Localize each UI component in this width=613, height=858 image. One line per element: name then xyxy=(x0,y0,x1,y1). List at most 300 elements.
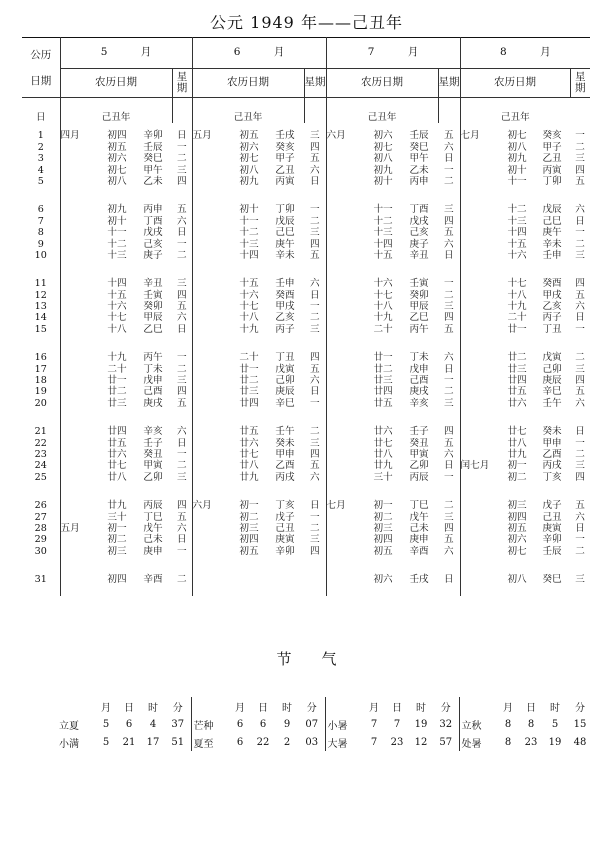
lunar-date-cell xyxy=(232,345,266,419)
lunar-month-name-cell xyxy=(60,123,100,197)
lunar-month-name xyxy=(327,352,367,363)
weekday-cell xyxy=(304,345,326,419)
weekday: 三 xyxy=(176,471,187,483)
ganzhi: 壬寅 xyxy=(409,278,429,290)
ganzhi: 丙申 xyxy=(409,175,429,187)
gregorian-day: 25 xyxy=(34,471,47,483)
lunar-date-cell xyxy=(500,345,534,419)
lunar-date: 廿四 xyxy=(373,386,393,398)
weekday: 一 xyxy=(176,352,187,364)
lunar-date: 十六 xyxy=(107,301,127,313)
solar-term-day: 6 xyxy=(125,718,133,730)
lunar-month-name xyxy=(461,227,501,238)
lunar-month-name xyxy=(61,239,101,250)
weekday: 一 xyxy=(309,204,320,216)
weekday: 五 xyxy=(176,511,187,523)
lunar-date-cell xyxy=(366,493,400,567)
lunar-month-name xyxy=(193,142,233,153)
ganzhi: 庚戌 xyxy=(409,386,429,398)
weekday xyxy=(304,574,326,585)
lunar-month-name-cell xyxy=(326,123,366,197)
ganzhi: 己卯 xyxy=(542,363,562,375)
weekday: 三 xyxy=(309,227,320,239)
weekday: 三 xyxy=(575,460,585,472)
ganzhi: 辛亥 xyxy=(143,426,163,438)
lunar-month-name xyxy=(327,239,367,250)
weekday: 三 xyxy=(575,363,585,375)
solar-terms-table xyxy=(57,697,593,751)
weekday-cell xyxy=(438,419,460,493)
lunar-date: 廿五 xyxy=(239,426,259,438)
solar-term-hour: 5 xyxy=(551,718,559,730)
ganzhi: 癸丑 xyxy=(409,437,429,449)
ganzhi: 甲寅 xyxy=(143,460,163,472)
weekday: 日 xyxy=(443,363,454,375)
lunar-date: 初四 xyxy=(507,511,527,523)
ganzhi-cell xyxy=(534,123,570,197)
lunar-date-header: 农历日期 xyxy=(192,69,304,98)
solar-term-minute: 51 xyxy=(165,733,191,751)
lunar-date: 十九 xyxy=(107,352,127,364)
lunar-date: 十五 xyxy=(507,238,527,250)
weekday-cell xyxy=(438,567,460,595)
weekday-cell xyxy=(570,419,590,493)
ganzhi: 己丑 xyxy=(542,511,562,523)
lunar-month-name xyxy=(61,546,101,557)
weekday: 一 xyxy=(575,437,585,449)
lunar-date-cell xyxy=(100,271,134,345)
lunar-month-name xyxy=(461,324,501,335)
weekday: 四 xyxy=(443,215,454,227)
lunar-date: 初九 xyxy=(507,153,527,165)
lunar-month-name xyxy=(461,472,501,483)
lunar-month-name-cell xyxy=(192,493,232,567)
lunar-date-cell xyxy=(366,567,400,595)
ganzhi: 乙亥 xyxy=(542,301,562,313)
lunar-month-name: 七月 xyxy=(460,130,480,142)
weekday: 一 xyxy=(443,278,454,290)
lunar-month-name xyxy=(61,204,101,215)
weekday: 二 xyxy=(575,545,585,557)
lunar-date: 初九 xyxy=(239,175,259,187)
lunar-date: 初八 xyxy=(507,141,527,153)
gregorian-day: 26 xyxy=(34,500,47,512)
lunar-month-name xyxy=(327,375,367,386)
lunar-month-name xyxy=(193,250,233,261)
ganzhi: 壬辰 xyxy=(542,545,562,557)
weekday-cell xyxy=(438,345,460,419)
ganzhi: 戊申 xyxy=(409,363,429,375)
lunar-month-name xyxy=(461,153,501,164)
weekday: 日 xyxy=(176,227,187,239)
solar-terms-title: 节气 xyxy=(276,650,367,668)
solar-term-hour: 9 xyxy=(283,718,291,730)
weekday-cell xyxy=(570,123,590,197)
weekday-header: 星期 xyxy=(438,69,460,98)
lunar-month-name xyxy=(461,239,501,250)
lunar-date: 初二 xyxy=(373,511,393,523)
lunar-date: 廿四 xyxy=(507,375,527,387)
lunar-date: 初十 xyxy=(239,204,259,216)
ganzhi: 壬辰 xyxy=(143,141,163,153)
lunar-date: 十五 xyxy=(107,289,127,301)
weekday: 一 xyxy=(575,227,585,239)
weekday: 四 xyxy=(309,449,320,460)
lunar-month-name xyxy=(193,227,233,238)
weekday-cell xyxy=(570,345,590,419)
lunar-date-cell xyxy=(500,123,534,197)
ganzhi-cell xyxy=(266,567,304,595)
weekday-cell xyxy=(570,567,590,595)
lunar-month-name xyxy=(61,460,101,471)
term-column-header: 时 xyxy=(416,702,426,714)
gregorian-day: 5 xyxy=(37,175,44,187)
ganzhi: 壬子 xyxy=(409,426,429,438)
ganzhi: 壬子 xyxy=(143,437,163,449)
ganzhi: 乙酉 xyxy=(275,460,295,472)
weekday: 四 xyxy=(309,238,320,250)
weekday-cell xyxy=(172,567,192,595)
ganzhi: 戊寅 xyxy=(275,363,295,375)
lunar-month-name xyxy=(61,324,101,335)
weekday: 五 xyxy=(443,437,454,449)
ganzhi: 甲申 xyxy=(275,449,295,460)
lunar-month-name-cell xyxy=(460,345,500,419)
weekday: 五 xyxy=(176,301,187,313)
ganzhi: 甲戌 xyxy=(542,289,562,301)
weekday-cell xyxy=(304,567,326,595)
lunar-month-name-cell xyxy=(326,493,366,567)
weekday: 五 xyxy=(575,500,585,512)
weekday-cell xyxy=(172,419,192,493)
weekday: 一 xyxy=(176,141,187,153)
lunar-date: 三十 xyxy=(373,471,393,483)
lunar-month-name xyxy=(61,290,101,301)
month-header-5: 5 月 xyxy=(60,38,192,69)
ganzhi: 丙辰 xyxy=(409,471,429,483)
term-column-header: 分 xyxy=(575,702,585,714)
lunar-month-name-cell xyxy=(460,419,500,493)
lunar-date: 十二 xyxy=(107,238,127,250)
lunar-date: 十一 xyxy=(373,204,393,216)
ganzhi: 己巳 xyxy=(275,227,295,239)
lunar-date: 初四 xyxy=(107,130,127,142)
weekday: 日 xyxy=(443,153,454,165)
lunar-date: 十二 xyxy=(373,215,393,227)
solar-term-day: 7 xyxy=(393,718,401,730)
lunar-month-name xyxy=(461,204,501,215)
ganzhi: 甲戌 xyxy=(275,301,295,313)
weekday-cell xyxy=(172,345,192,419)
lunar-date: 初四 xyxy=(107,574,127,586)
lunar-month-name-cell xyxy=(326,419,366,493)
weekday-cell xyxy=(570,271,590,345)
ganzhi: 丁酉 xyxy=(143,215,163,227)
ganzhi-cell xyxy=(134,493,172,567)
weekday: 二 xyxy=(443,289,454,301)
weekday: 四 xyxy=(575,278,585,290)
ganzhi: 壬戌 xyxy=(409,574,429,586)
solar-term-month: 5 xyxy=(102,718,110,730)
ganzhi-cell xyxy=(534,419,570,493)
page-title: 公元 1949 年——己丑年 xyxy=(210,13,403,32)
weekday: 二 xyxy=(575,141,585,153)
lunar-month-name xyxy=(461,386,501,397)
ganzhi-cell xyxy=(400,123,438,197)
gregorian-day: 9 xyxy=(37,238,44,250)
solar-term-day: 23 xyxy=(390,736,404,748)
date-group-row xyxy=(22,345,590,419)
ganzhi: 辛丑 xyxy=(409,249,429,261)
lunar-month-name-cell xyxy=(60,345,100,419)
lunar-month-name xyxy=(193,574,233,585)
term-name-header xyxy=(57,697,95,715)
ganzhi: 戊午 xyxy=(409,511,429,523)
lunar-date: 十三 xyxy=(107,249,127,261)
lunar-date: 廿七 xyxy=(373,437,393,449)
lunar-month-name xyxy=(461,398,501,409)
weekday-cell xyxy=(172,271,192,345)
lunar-date: 廿五 xyxy=(507,386,527,398)
weekday: 六 xyxy=(309,471,320,483)
ganzhi: 壬辰 xyxy=(409,130,429,142)
lunar-month-name xyxy=(461,500,501,511)
weekday: 日 xyxy=(443,574,454,586)
weekday: 三 xyxy=(575,249,585,261)
ganzhi-cell xyxy=(266,345,304,419)
lunar-date-cell xyxy=(100,197,134,271)
ganzhi: 壬申 xyxy=(542,249,562,261)
lunar-month-name xyxy=(327,449,367,460)
weekday: 二 xyxy=(575,238,585,250)
lunar-date-cell xyxy=(500,271,534,345)
weekday: 六 xyxy=(176,522,187,534)
weekday: 三 xyxy=(443,301,454,313)
solar-term-month: 7 xyxy=(370,736,378,748)
gregorian-day-cell xyxy=(22,271,60,345)
ganzhi: 乙未 xyxy=(143,175,163,187)
ganzhi: 乙巳 xyxy=(143,323,163,335)
lunar-date: 初一 xyxy=(507,460,527,472)
lunar-month-name xyxy=(193,364,233,375)
lunar-month-name xyxy=(61,278,101,289)
term-column-header: 月 xyxy=(503,702,513,714)
lunar-month-name-cell xyxy=(192,271,232,345)
lunar-date: 廿四 xyxy=(107,426,127,438)
lunar-date: 初一 xyxy=(373,500,393,512)
lunar-month-name xyxy=(61,449,101,460)
solar-terms-header-row xyxy=(57,697,593,715)
ganzhi: 戊戌 xyxy=(143,227,163,239)
lunar-month-name xyxy=(193,512,233,523)
ganzhi-cell xyxy=(266,271,304,345)
lunar-month-name-cell xyxy=(326,197,366,271)
lunar-date: 初七 xyxy=(507,130,527,142)
ganzhi: 庚辰 xyxy=(275,386,295,398)
lunar-date-cell xyxy=(500,419,534,493)
ganzhi: 丙寅 xyxy=(542,164,562,176)
weekday: 一 xyxy=(309,397,320,409)
lunar-date: 十二 xyxy=(239,227,259,239)
gregorian-day: 7 xyxy=(37,215,44,227)
lunar-month-name xyxy=(461,512,501,523)
date-group-row xyxy=(22,271,590,345)
lunar-month-name xyxy=(61,142,101,153)
lunar-date: 廿七 xyxy=(239,449,259,460)
weekday: 五 xyxy=(443,323,454,335)
ganzhi: 辛酉 xyxy=(409,545,429,557)
gregorian-day-cell xyxy=(22,493,60,567)
ganzhi: 壬寅 xyxy=(143,289,163,301)
lunar-month-name-cell xyxy=(460,197,500,271)
lunar-month-name: 四月 xyxy=(60,130,80,142)
lunar-date: 初十 xyxy=(507,164,527,176)
weekday: 四 xyxy=(176,386,187,398)
weekday: 日 xyxy=(176,534,187,546)
lunar-month-name xyxy=(461,534,501,545)
ganzhi: 丙午 xyxy=(409,323,429,335)
lunar-month-name xyxy=(327,216,367,227)
ganzhi-cell xyxy=(266,419,304,493)
lunar-date: 初五 xyxy=(107,141,127,153)
solar-term-name: 立秋 xyxy=(461,720,482,732)
lunar-date: 廿一 xyxy=(373,352,393,364)
lunar-date: 十五 xyxy=(373,249,393,261)
lunar-month-name xyxy=(193,438,233,449)
lunar-month-name xyxy=(461,546,501,557)
ganzhi: 癸未 xyxy=(542,426,562,438)
solar-term-minute: 07 xyxy=(299,715,325,733)
lunar-date-cell xyxy=(100,419,134,493)
ganzhi: 壬申 xyxy=(275,278,295,290)
lunar-date: 廿六 xyxy=(507,397,527,409)
lunar-date: 十九 xyxy=(507,301,527,313)
ganzhi: 庚申 xyxy=(143,545,163,557)
ganzhi: 庚戌 xyxy=(143,397,163,409)
ganzhi: 癸丑 xyxy=(143,449,163,460)
ganzhi: 乙丑 xyxy=(542,153,562,165)
gregorian-day-cell xyxy=(22,419,60,493)
ganzhi: 戊寅 xyxy=(542,352,562,364)
ganzhi: 戊子 xyxy=(542,500,562,512)
weekday: 六 xyxy=(309,278,320,290)
ganzhi: 甲申 xyxy=(542,437,562,449)
lunar-date: 十八 xyxy=(239,312,259,324)
lunar-month-name xyxy=(327,324,367,335)
lunar-date: 初六 xyxy=(373,574,393,586)
lunar-date: 十三 xyxy=(239,238,259,250)
month-header-7: 7 月 xyxy=(326,38,460,69)
weekday: 日 xyxy=(575,426,585,438)
lunar-date: 廿三 xyxy=(239,386,259,398)
term-column-header: 分 xyxy=(433,697,459,715)
gregorian-day: 29 xyxy=(34,534,47,546)
weekday: 六 xyxy=(443,352,454,364)
lunar-date: 初三 xyxy=(507,500,527,512)
weekday: 三 xyxy=(176,164,187,176)
term-name-header xyxy=(459,697,497,715)
ganzhi: 乙丑 xyxy=(275,164,295,176)
lunar-month-name xyxy=(193,165,233,176)
lunar-date: 廿六 xyxy=(373,426,393,438)
lunar-month-name xyxy=(461,523,501,534)
lunar-date: 十七 xyxy=(507,278,527,290)
calendar-table xyxy=(22,37,590,596)
lunar-date: 廿九 xyxy=(373,460,393,472)
lunar-date: 初六 xyxy=(507,534,527,546)
ganzhi: 丙戌 xyxy=(542,460,562,472)
lunar-date: 十八 xyxy=(507,289,527,301)
weekday: 一 xyxy=(575,130,585,142)
lunar-month-name xyxy=(61,216,101,227)
lunar-date: 廿三 xyxy=(107,397,127,409)
ganzhi-cell xyxy=(134,345,172,419)
lunar-date: 二十 xyxy=(107,363,127,375)
ganzhi: 己卯 xyxy=(275,375,295,387)
lunar-date: 初八 xyxy=(373,153,393,165)
ganzhi: 丁亥 xyxy=(542,471,562,483)
lunar-date: 十一 xyxy=(107,227,127,239)
gregorian-day: 27 xyxy=(34,511,47,523)
ganzhi: 癸卯 xyxy=(143,301,163,313)
lunar-date: 初七 xyxy=(507,545,527,557)
ganzhi: 辛未 xyxy=(542,238,562,250)
lunar-date: 十九 xyxy=(239,323,259,335)
weekday: 三 xyxy=(443,397,454,409)
gregorian-day: 23 xyxy=(34,449,47,460)
lunar-date-cell xyxy=(100,493,134,567)
ganzhi: 辛卯 xyxy=(275,545,295,557)
lunar-month-name xyxy=(461,250,501,261)
ganzhi: 甲寅 xyxy=(409,449,429,460)
ganzhi-cell xyxy=(534,197,570,271)
ganzhi: 甲午 xyxy=(143,164,163,176)
solar-term-minute: 57 xyxy=(433,733,459,751)
weekday: 四 xyxy=(443,426,454,438)
lunar-date: 初四 xyxy=(373,534,393,546)
weekday-cell xyxy=(172,123,192,197)
solar-term-minute: 15 xyxy=(573,718,587,730)
lunar-month-name xyxy=(193,472,233,483)
lunar-month-name-cell xyxy=(326,345,366,419)
lunar-date: 十六 xyxy=(373,278,393,290)
weekday: 二 xyxy=(309,215,320,227)
lunar-date: 十二 xyxy=(507,204,527,216)
lunar-month-name xyxy=(61,398,101,409)
lunar-date: 初六 xyxy=(107,153,127,165)
weekday: 五 xyxy=(443,130,454,142)
weekday: 三 xyxy=(575,574,585,586)
weekday-cell xyxy=(172,493,192,567)
lunar-month-name xyxy=(193,176,233,187)
lunar-month-name xyxy=(461,352,501,363)
weekday: 一 xyxy=(309,511,320,523)
weekday: 四 xyxy=(443,522,454,534)
lunar-month-name xyxy=(193,301,233,312)
lunar-date: 初八 xyxy=(239,164,259,176)
lunar-month-name xyxy=(61,301,101,312)
weekday: 五 xyxy=(309,153,320,165)
ganzhi-cell xyxy=(134,419,172,493)
lunar-date: 廿七 xyxy=(107,460,127,472)
weekday: 二 xyxy=(575,449,585,460)
solar-term-day: 6 xyxy=(259,718,267,730)
lunar-month-name xyxy=(461,290,501,301)
lunar-date: 十一 xyxy=(507,175,527,187)
gregorian-day: 3 xyxy=(37,153,44,165)
weekday: 五 xyxy=(309,249,320,261)
lunar-month-name xyxy=(327,438,367,449)
